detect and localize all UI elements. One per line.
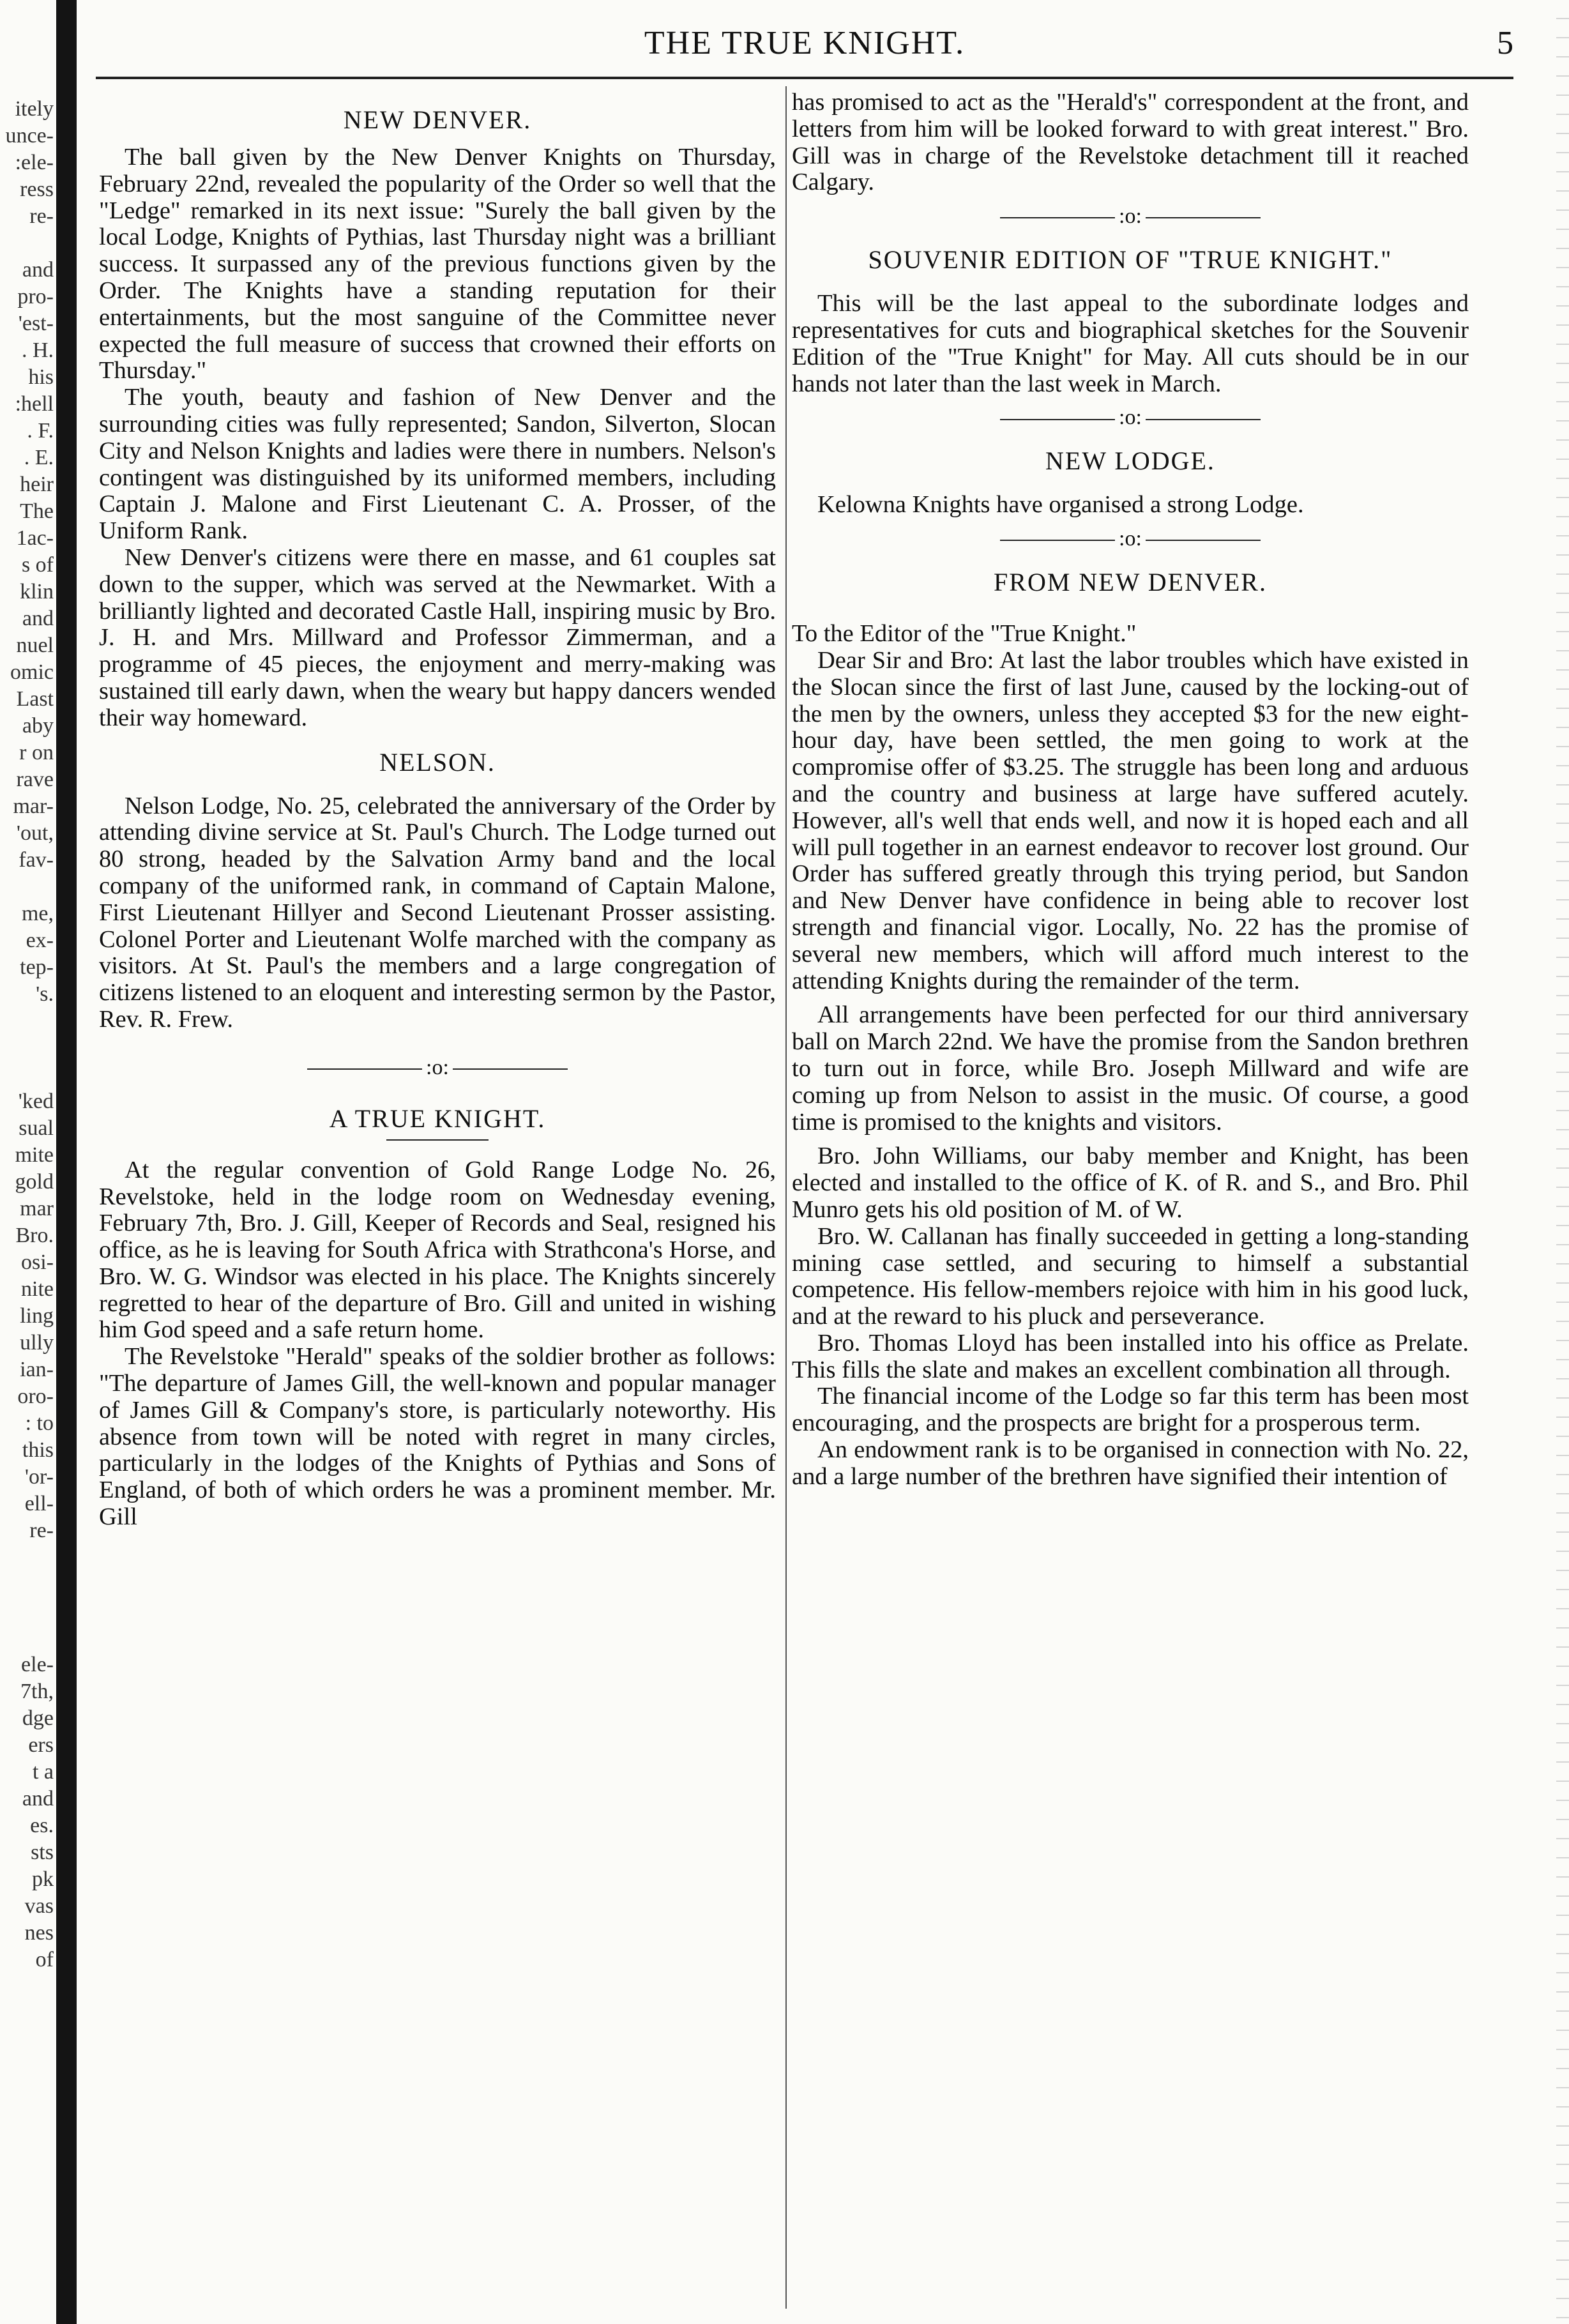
- article-paragraph: New Denver's citizens were there en masse, and 61 couples sat down to the supper, which was served at the Newmarket. With a brilliantly lighted and decorated Castle Hall, inspiring music by Bro. J. H. and Mrs. Millward and Professor Zimmerman, and a programme of 45 pieces, the enjoyment and merry-making was sustained till early dawn, when the weary but happy dancers wended their way homeward.: [99, 543, 776, 731]
- fragment-line: 1ac-: [16, 526, 54, 550]
- article-paragraph: Nelson Lodge, No. 25, celebrated the anniversary of the Order by attending divine service at St. Paul's Church. The Lodge turned out 80 strong, headed by the Salvation Army band and the local company of the uniformed rank, in command of Captain Malone, First Lieutenant Hillyer and Second Lieutenant Prosser assisting. Colonel Porter and Lieutenant Wolfe marched with the company as visitors. At St. Paul's the members and a large congregation of citizens listened to an eloquent and interesting sermon by the Pastor, Rev. R. Frew.: [99, 792, 776, 1033]
- fragment-line: [0, 1598, 54, 1625]
- fragment-line: [0, 1625, 54, 1652]
- article-paragraph-continued: has promised to act as the "Herald's" correspondent at the front, and letters from him will be looked forward to with great interest." Bro. Gill was in charge of the Revelstoke detachment till it reached Calgary.: [792, 89, 1469, 196]
- fragment-line: osi-: [21, 1250, 54, 1274]
- fragment-line: aby: [22, 714, 54, 738]
- article-paragraph: Dear Sir and Bro: At last the labor troubles which have existed in the Slocan since the first of last June, caused by the locking-out of the men by the owners, unless they accepted $3 for the new eight-hour day, have been settled, the men going to work at the compromise offer of $3.25. The struggle has been long and arduous and the country and business at large have suffered acutely. However, all's well that ends well, and now it is hoped each and all will pull together in an earnest endeavor to recover lost ground. Our Order has suffered greatly through this trying period, but Sandon and New Denver have confidence in being able to recover lost strength and financial vigor. Locally, No. 22 has the promise of several new members, which will afford much interest to the attending Knights during the remainder of the term.: [792, 646, 1469, 994]
- fragment-line: vas: [24, 1894, 54, 1918]
- section-separator: :o:: [792, 405, 1469, 430]
- article-title-true-knight: A TRUE KNIGHT.: [329, 1104, 546, 1133]
- fragment-line: re-: [29, 204, 54, 228]
- fragment-line: oro-: [17, 1385, 54, 1408]
- article-paragraph: The ball given by the New Denver Knights on Thursday, February 22nd, revealed the popularity of the Order so well that the "Ledge" remarked in its next issue: "Surely the ball given by the local Lodge, Knights of Pythias, last Thursday night was a brilliant success. It surpassed any of the previous functions given by the Order. The Knights have a standing reputation for their entertainments, but the most sanguine of the Committee never expected the full measure of success that crowned their efforts on Thursday.": [99, 144, 776, 384]
- fragment-line: ex-: [26, 929, 54, 952]
- fragment-line: nite: [21, 1277, 54, 1301]
- fragment-line: The: [20, 499, 54, 523]
- fragment-line: of: [35, 1948, 54, 1971]
- fragment-line: 'ked: [18, 1090, 54, 1113]
- fragment-line: his: [28, 365, 54, 389]
- fragment-line: sual: [19, 1116, 54, 1140]
- article-paragraph: This will be the last appeal to the subordinate lodges and representatives for cuts and biographical sketches for the Souvenir Edition of the "True Knight" for May. All cuts should be in our hands not later than the last week in March.: [792, 290, 1469, 397]
- fragment-line: ers: [28, 1733, 54, 1757]
- fragment-line: Bro.: [15, 1224, 54, 1247]
- fragment-line: :ele-: [15, 151, 54, 174]
- fragment-line: . H.: [21, 338, 54, 362]
- article-paragraph: The financial income of the Lodge so far this term has been most encouraging, and the prospects are bright for a prosperous term.: [792, 1383, 1469, 1437]
- title-underline: [386, 1139, 489, 1141]
- left-column: [99, 89, 776, 1531]
- fragment-line: 'est-: [18, 312, 54, 335]
- fragment-line: itely: [15, 97, 54, 121]
- right-column: [792, 89, 1469, 1491]
- fragment-line: ele-: [21, 1653, 54, 1676]
- fragment-line: nuel: [16, 634, 54, 657]
- fragment-line: mar-: [13, 794, 54, 818]
- article-paragraph: Bro. Thomas Lloyd has been installed into his office as Prelate. This fills the slate and makes an excellent combination all through.: [792, 1329, 1469, 1383]
- fragment-line: [0, 230, 54, 257]
- fragment-line: fav-: [19, 848, 54, 872]
- page-number: 5: [1497, 25, 1513, 61]
- fragment-line: [0, 1571, 54, 1598]
- fragment-line: 'or-: [24, 1465, 54, 1489]
- fragment-line: ian-: [20, 1358, 54, 1381]
- fragment-line: Last: [16, 687, 54, 711]
- fragment-line: re-: [29, 1519, 54, 1542]
- article-paragraph: The Revelstoke "Herald" speaks of the soldier brother as follows: "The departure of James Gill, the well-known and popular manager of James Gill & Company's store, is particularly noteworthy. His absence from town will be noted with regret in many circles, particularly in the lodges of the Knights of Pythias and Sons of England, of both of which orders he was a prominent member. Mr. Gill: [99, 1343, 776, 1531]
- fragment-line: this: [22, 1438, 54, 1462]
- fragment-line: sts: [31, 1841, 54, 1864]
- section-separator: :o:: [792, 204, 1469, 229]
- fragment-line: tep-: [20, 955, 54, 979]
- fragment-line: . F.: [27, 419, 54, 443]
- fragment-line: pk: [32, 1867, 54, 1891]
- fragment-line: mar: [20, 1197, 54, 1220]
- fragment-line: s of: [21, 553, 54, 577]
- column-rule: [785, 86, 787, 2309]
- fragment-line: ling: [20, 1304, 54, 1328]
- page-header: [96, 19, 1513, 77]
- fragment-line: unce-: [5, 124, 54, 148]
- salutation: To the Editor of the "True Knight.": [792, 620, 1137, 648]
- article-paragraph: An endowment rank is to be organised in connection with No. 22, and a large number of the brethren have signified their intention of: [792, 1436, 1469, 1490]
- section-separator: :o:: [792, 526, 1469, 552]
- fragment-line: ell-: [24, 1492, 54, 1515]
- fragment-line: rave: [16, 768, 54, 791]
- running-title: THE TRUE KNIGHT.: [644, 25, 966, 61]
- fragment-line: es.: [30, 1814, 54, 1837]
- article-paragraph: Kelowna Knights have organised a strong Lodge.: [817, 491, 1304, 519]
- article-paragraph: The youth, beauty and fashion of New Denver and the surrounding cities was fully represented; Sandon, Silverton, Slocan City and Nelson Knights and ladies were there in numbers. Nelson's contingent was distinguished by its uniformed members, including Captain J. Malone and First Lieutenant C. A. Prosser, of the Uniform Rank.: [99, 384, 776, 545]
- fragment-line: [0, 1008, 54, 1035]
- article-title-new-lodge: NEW LODGE.: [1045, 446, 1215, 476]
- fragment-line: [0, 1035, 54, 1061]
- fragment-line: nes: [24, 1921, 54, 1945]
- fragment-line: [0, 874, 54, 900]
- fragment-line: and: [22, 607, 54, 630]
- fragment-line: 'out,: [16, 821, 54, 845]
- fragment-line: omic: [10, 660, 54, 684]
- section-separator: :o:: [99, 1055, 776, 1081]
- binding-shadow: [56, 0, 77, 2324]
- fragment-line: heir: [20, 473, 54, 496]
- fragment-line: gold: [15, 1170, 54, 1194]
- article-paragraph: Bro. W. Callanan has finally succeeded in getting a long-standing mining case settled, and securing to himself a substantial competence. His fellow-members rejoice with him in his good luck, and at the reward to his pluck and perseverance.: [792, 1222, 1469, 1330]
- page-edge: [1556, 0, 1569, 2324]
- fragment-line: . E.: [24, 446, 54, 469]
- fragment-line: me,: [21, 902, 54, 925]
- article-title-souvenir: SOUVENIR EDITION OF "TRUE KNIGHT.": [868, 245, 1393, 275]
- fragment-line: [0, 1061, 54, 1088]
- article-paragraph: At the regular convention of Gold Range Lodge No. 26, Revelstoke, held in the lodge room on Wednesday evening, February 7th, Bro. J. Gill, Keeper of Records and Seal, resigned his office, as he is leaving for South Africa with Strathcona's Horse, and Bro. W. G. Windsor was elected in his place. The Knights sincerely regretted to hear of the departure of Bro. Gill and united in wishing him God speed and a safe return home.: [99, 1156, 776, 1344]
- header-rule: [96, 77, 1513, 79]
- article-paragraph: Bro. John Williams, our baby member and Knight, has been elected and installed to the office of K. of R. and S., and Bro. Phil Munro gets his old position of M. of W.: [792, 1143, 1469, 1223]
- article-title-nelson: NELSON.: [379, 747, 496, 777]
- fragment-line: 7th,: [20, 1680, 54, 1703]
- fragment-line: mite: [15, 1143, 54, 1167]
- fragment-line: r on: [19, 741, 54, 764]
- fragment-line: 's.: [36, 982, 54, 1006]
- fragment-line: :hell: [15, 392, 54, 416]
- article-title-new-denver: NEW DENVER.: [343, 105, 532, 134]
- article-title-from-new-denver: FROM NEW DENVER.: [994, 568, 1267, 597]
- fragment-line: ress: [20, 178, 54, 201]
- fragment-line: : to: [25, 1411, 54, 1435]
- adjacent-page-fragment: [0, 96, 54, 1973]
- article-paragraph: All arrangements have been perfected for our third anniversary ball on March 22nd. We have the promise from the Sandon brethren to turn out in force, while Bro. Joseph Millward and wife are coming up from Nelson to assist in the music. Of course, a good time is promised to the knights and visitors.: [792, 1001, 1469, 1135]
- fragment-line: and: [22, 1787, 54, 1811]
- fragment-line: ully: [20, 1331, 54, 1355]
- fragment-line: [0, 1544, 54, 1571]
- fragment-line: klin: [20, 580, 54, 604]
- fragment-line: dge: [22, 1706, 54, 1730]
- fragment-line: pro-: [17, 285, 54, 308]
- fragment-line: and: [22, 258, 54, 282]
- fragment-line: t a: [32, 1760, 54, 1784]
